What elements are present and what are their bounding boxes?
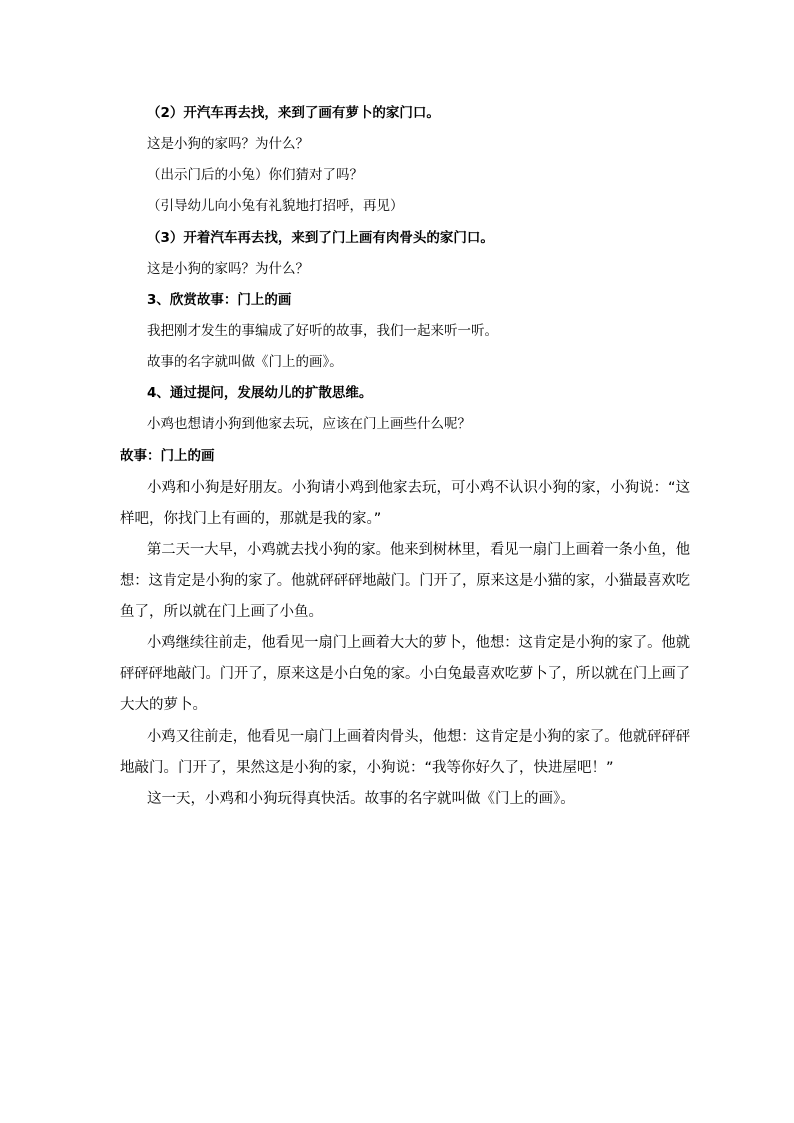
story-title: 故事：门上的画 xyxy=(120,448,215,464)
step3-heading: （3）开着汽车再去找，来到了门上画有肉骨头的家门口。 xyxy=(147,230,494,246)
story-paragraph-4-line-2: 地敲门。门开了，果然这是小狗的家，小狗说：“我等你好久了，快进屋吧！” xyxy=(120,760,614,776)
section4-paragraph-1: 小鸡也想请小狗到他家去玩，应该在门上画些什么呢？ xyxy=(147,416,471,432)
story-paragraph-5-line-1: 这一天，小鸡和小狗玩得真快活。故事的名字就叫做《门上的画》。 xyxy=(147,791,575,807)
story-paragraph-2-line-2: 想：这肯定是小狗的家了。他就砰砰砰地敲门。门开了，原来这是小猫的家，小猫最喜欢吃 xyxy=(120,573,691,589)
story-paragraph-3-line-2: 砰砰砰地敲门。门开了，原来这是小白兔的家。小白兔最喜欢吃萝卜了，所以就在门上画了 xyxy=(120,666,691,682)
story-paragraph-1-line-1: 小鸡和小狗是好朋友。小狗请小鸡到他家去玩，可小鸡不认识小狗的家，小狗说：“这 xyxy=(147,480,691,496)
story-paragraph-1-line-2: 样吧，你找门上有画的，那就是我的家。” xyxy=(120,511,382,527)
step3-question-1: 这是小狗的家吗？为什么？ xyxy=(147,261,309,277)
story-paragraph-2-line-1: 第二天一大早，小鸡就去找小狗的家。他来到树林里，看见一扇门上画着一条小鱼，他 xyxy=(147,542,691,558)
step2-question-1: 这是小狗的家吗？为什么？ xyxy=(147,136,309,152)
story-paragraph-2-line-3: 鱼了，所以就在门上画了小鱼。 xyxy=(120,604,323,620)
step2-heading: （2）开汽车再去找，来到了画有萝卜的家门口。 xyxy=(147,105,440,121)
story-paragraph-4-line-1: 小鸡又往前走，他看见一扇门上画着肉骨头，他想：这肯定是小狗的家了。他就砰砰砰 xyxy=(147,729,691,745)
step2-question-3: （引导幼儿向小兔有礼貌地打招呼，再见） xyxy=(147,198,404,214)
section3-paragraph-2: 故事的名字就叫做《门上的画》。 xyxy=(147,354,343,370)
story-paragraph-3-line-3: 大大的萝卜。 xyxy=(120,697,207,713)
section3-heading: 3、欣赏故事：门上的画 xyxy=(147,292,292,308)
section4-heading: 4、通过提问，发展幼儿的扩散思维。 xyxy=(147,385,373,401)
step2-question-2: （出示门后的小兔）你们猜对了吗？ xyxy=(147,167,363,183)
section3-paragraph-1: 我把刚才发生的事编成了好听的故事，我们一起来听一听。 xyxy=(147,323,498,339)
story-paragraph-3-line-1: 小鸡继续往前走，他看见一扇门上画着大大的萝卜，他想：这肯定是小狗的家了。他就 xyxy=(147,635,691,651)
